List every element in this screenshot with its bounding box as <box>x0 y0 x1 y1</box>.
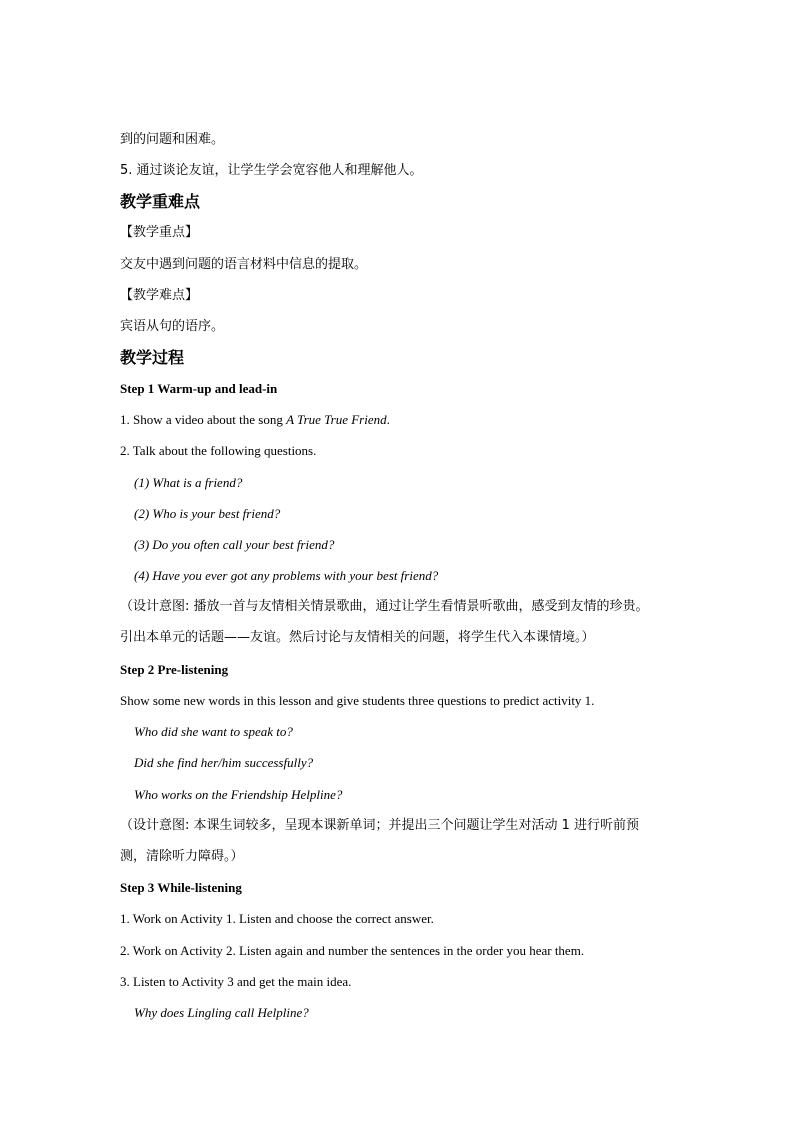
step3-item3: 3. Listen to Activity 3 and get the main idea. <box>120 974 352 989</box>
objective-5: 5. 通过谈论友谊，让学生学会宽容他人和理解他人。 <box>120 163 423 178</box>
step3-question-1: Why does Lingling call Helpline? <box>134 1005 309 1020</box>
step2-design-intent-line1: （设计意图: 本课生词较多，呈现本课新单词；并提出三个问题让学生对活动 1 进行听前预 <box>120 818 640 833</box>
step1-question-2: (2) Who is your best friend? <box>134 506 281 521</box>
key-points-text: 交友中遇到问题的语言材料中信息的提取。 <box>120 257 368 272</box>
step1-question-4: (4) Have you ever got any problems with your best friend? <box>134 568 439 583</box>
paragraph-line: 到的问题和困难。 <box>120 132 225 147</box>
step3-item1: 1. Work on Activity 1. Listen and choose the correct answer. <box>120 911 434 926</box>
step1-question-1: (1) What is a friend? <box>134 475 243 490</box>
step1-question-3: (3) Do you often call your best friend? <box>134 537 335 552</box>
song-title: A True True Friend <box>286 412 387 427</box>
step1-item1 <box>120 411 390 429</box>
step1-design-intent-line1: （设计意图: 播放一首与友情相关情景歌曲，通过让学生看情景听歌曲，感受到友情的珍贵。 <box>120 599 649 614</box>
step2-design-intent-line2: 测，清除听力障碍。） <box>120 849 244 864</box>
step1-item1-prefix: 1. Show a video about the song <box>120 412 287 427</box>
step1-design-intent-line2: 引出本单元的话题——友谊。然后讨论与友情相关的问题，将学生代入本课情境。） <box>120 630 595 645</box>
step3-item2: 2. Work on Activity 2. Listen again and number the sentences in the order you hear them. <box>120 943 585 958</box>
key-points-label: 【教学重点】 <box>120 225 199 240</box>
step3-title: Step 3 While-listening <box>120 880 242 895</box>
section-heading-process: 教学过程 <box>120 348 185 367</box>
step2-title: Step 2 Pre-listening <box>120 662 229 677</box>
step2-question-2: Did she find her/him successfully? <box>134 755 314 770</box>
difficult-points-text: 宾语从句的语序。 <box>120 319 225 334</box>
step1-item1-suffix: . <box>386 412 390 427</box>
step2-question-3: Who works on the Friendship Helpline? <box>134 787 343 802</box>
step2-question-1: Who did she want to speak to? <box>134 724 293 739</box>
step1-title: Step 1 Warm-up and lead-in <box>120 381 278 396</box>
difficult-points-label: 【教学难点】 <box>120 288 199 303</box>
step2-intro: Show some new words in this lesson and give students three questions to predict activity 1. <box>120 693 595 708</box>
step1-item2: 2. Talk about the following questions. <box>120 443 317 458</box>
section-heading-key-difficult: 教学重难点 <box>120 192 201 211</box>
